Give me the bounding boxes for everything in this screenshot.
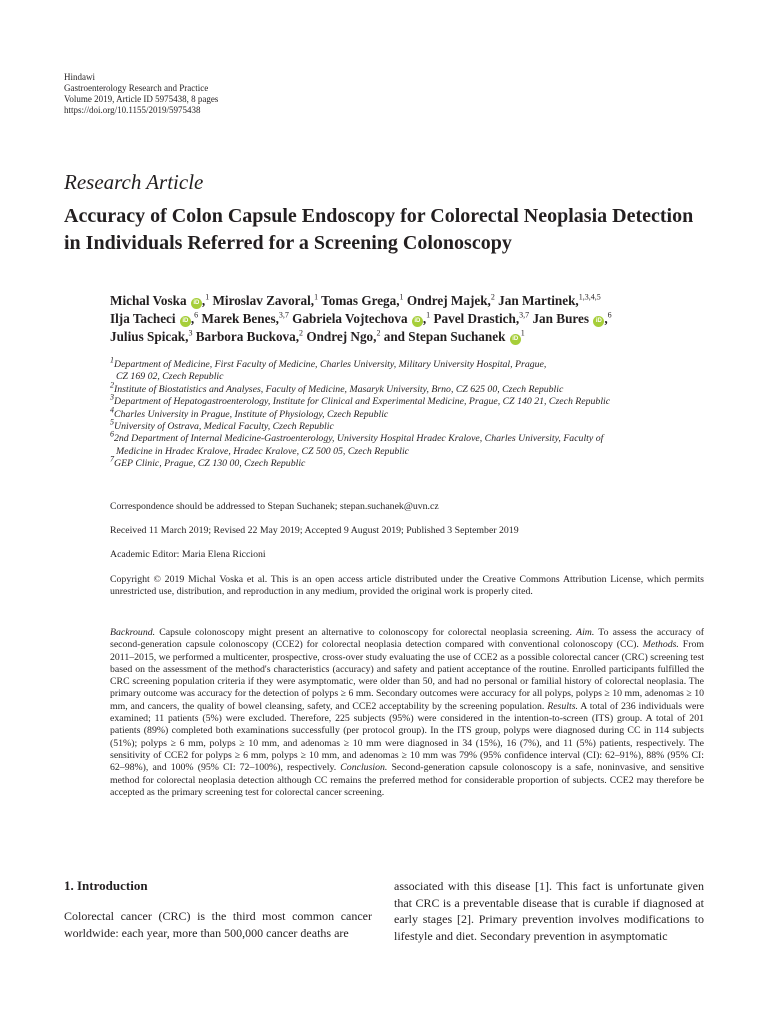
orcid-icon[interactable]: iD [593,316,604,327]
author-affiliation-marker: 1 [426,310,431,320]
affiliation-line: $^3$Department of Hepatogastroenterology, Institute for Clinical and Experimental Medicine, Prague, CZ 140 21, Czech Republic [110,392,611,408]
author-affiliation-marker: 1 [520,328,525,338]
author-affiliation-marker: 3,7 [519,310,530,320]
intro-left-column: Colorectal cancer (CRC) is the third most common cancer worldwide: each year, more than 500,000 cancer deaths are [64,909,372,940]
author-name: Jan Bures [532,311,590,326]
author-name: Tomas Grega, [321,293,400,308]
affiliation-line: $^2$Institute of Biostatistics and Analyses, Faculty of Medicine, Masaryk University, Brno, CZ 625 00, Czech Republic [110,380,564,395]
author-name: and Stepan Suchanek [383,329,506,344]
author-affiliation-marker: 2 [376,328,381,338]
author-name: Michal Voska [110,293,187,308]
author-affiliation-marker: 3 [188,328,193,338]
author-name: Marek Benes, [201,311,279,326]
orcid-icon[interactable]: iD [510,334,521,345]
affiliation-line: $^4$Charles University in Prague, Institute of Physiology, Czech Republic [110,405,389,420]
affiliation-line: $^6$2nd Department of Internal Medicine-Gastroenterology, University Hospital Hradec Kralove, Charles University, Faculty of [110,430,604,445]
section-heading-introduction: 1. Introduction [64,878,148,893]
author-name: Julius Spicak, [110,329,189,344]
author-affiliation-marker: 2 [490,292,495,302]
author-name: Miroslav Zavoral, [212,293,315,308]
abstract-section-label: Methods. [642,639,679,651]
abstract-section-label: Conclusion. [340,762,388,774]
article-title: Accuracy of Colon Capsule Endoscopy for Colorectal Neoplasia Detection in Individuals Referred for a Screening Colonoscopy [64,205,694,254]
author-name: Jan Martinek, [498,293,579,308]
orcid-icon[interactable]: iD [191,298,202,309]
author-affiliation-marker: 6 [194,310,199,320]
journal-header [64,72,218,116]
author-name: Barbora Buckova, [195,329,300,344]
affiliations [110,355,720,471]
author-separator: , [190,311,195,326]
abstract-text: Capsule colonoscopy might present an alternative to colonoscopy for colorectal neoplasia screening. [155,627,577,638]
orcid-icon[interactable]: iD [412,316,423,327]
doi-link[interactable]: https://doi.org/10.1155/2019/5975438 [64,105,201,115]
author-affiliation-marker: 1 [205,292,210,302]
author-name: Gabriela Vojtechova [292,311,408,326]
abstract-text: Second-generation capsule colonoscopy is a safe, noninvasive, and sensitive method for colorectal neoplasia detection although CC remains the preferred method for considerable proportion of subjects. CCE2 may therefore be accepted as the primary screening test for colorectal cancer screening. [110,762,704,798]
author-affiliation-marker: 2 [299,328,304,338]
affiliation-line: $^5$University of Ostrava, Medical Faculty, Czech Republic [110,417,334,433]
author-list [110,292,730,346]
abstract-text: To assess the accuracy of second-generation capsule colonoscopy (CCE2) for colorectal neoplasia detection compared with conventional colonoscopy (CC). [110,627,705,651]
author-name: Pavel Drastich, [433,311,520,326]
affiliation-line: CZ 169 02, Czech Republic [116,371,224,383]
affiliation-line: $^7$GEP Clinic, Prague, CZ 130 00, Czech Republic [110,454,306,470]
correspondence: Correspondence should be addressed to Stepan Suchanek; stepan.suchanek@uvn.cz [110,501,439,512]
author-affiliation-marker: 1 [314,292,319,302]
author-separator: , [201,293,206,308]
author-separator: , [422,311,427,326]
author-affiliation-marker: 1,3,4,5 [578,292,601,302]
author-affiliation-marker: 3,7 [278,310,289,320]
article-dates: Received 11 March 2019; Revised 22 May 2019; Accepted 9 August 2019; Published 3 September 2019 [110,525,519,536]
abstract-section-label: Results. [547,700,578,712]
abstract-text: A total of 236 individuals were examined; 11 patients (5%) were excluded. Therefore, 225 subjects (95%) were considered in the intention-to-screen (ITS) group. A total of 201 patients (89%) completed both examinations successfully (per protocol group). In the ITS group, polyps were diagnosed during CC in 114 subjects (51%); polyps ≥ 6 mm, polyps ≥ 10 mm, and adenomas ≥ 10 mm were diagnosed in 34 (15%), 16 (7%), and 11 (5%) patients, respectively. The sensitivity of CCE2 for polyps ≥ 6 mm, polyps ≥ 10 mm, and adenomas ≥ 10 mm was 79% (95% confidence interval (CI): 62–91%), 88% (95% CI: 62–98%), and 100% (95% CI: 72–100%), respectively. [110,700,704,774]
abstract-text: From 2011–2015, we performed a multicenter, prospective, cross-over study evaluating the use of CCE2 as a possible colorectal cancer (CRC) screening test based on the assessment of the method's characteristics (accuracy) and safety and patient acceptance of the routine. Enrolled participants fulfilled the CRC screening population criteria if they were asymptomatic, were older than 50, and had no personal or familial history of colorectal neoplasia. The primary outcome was accuracy for the detection of polyps ≥ 6 mm. Secondary outcomes were accuracy for all polyps, polyps ≥ 10 mm, adenomas ≥ 10 mm, and cancers, the quality of bowel cleansing, safety, and CCE2 acceptability by the screening population. [110,639,704,712]
author-affiliation-marker: 6 [607,310,612,320]
article-type: Research Article [64,170,204,194]
author-separator: , [604,311,608,326]
journal-name: Gastroenterology Research and Practice [64,83,209,93]
academic-editor: Academic Editor: Maria Elena Riccioni [110,549,266,560]
author-affiliation-marker: 1 [399,292,404,302]
abstract-section-label: Aim. [576,627,595,638]
volume-info: Volume 2019, Article ID 5975438, 8 pages [64,94,219,104]
author-name: Ondrej Majek, [406,293,491,308]
orcid-icon[interactable]: iD [180,316,191,327]
affiliation-line: $^1$Department of Medicine, First Faculty of Medicine, Charles University, Military University Hospital, Prague, [110,355,547,370]
abstract [110,627,704,799]
publisher-name: Hindawi [64,72,95,82]
intro-right-column: associated with this disease [1]. This fact is unfortunate given that CRC is a preventable disease that is curable if diagnosed at early stages [2]. Primary prevention involves modifications to lifestyle and diet. Secondary prevention in asymptomatic [394,879,704,943]
author-name: Ondrej Ngo, [306,329,377,344]
abstract-section-label: Backround. [110,627,156,638]
affiliation-line: Medicine in Hradec Kralove, Hradec Kralove, CZ 500 05, Czech Republic [116,445,410,457]
copyright-notice: Copyright © 2019 Michal Voska et al. This is an open access article distributed under the Creative Commons Attribution License, which permits unrestricted use, distribution, and reproduction in any medium, provided the original work is properly cited. [110,574,704,598]
author-name: Ilja Tacheci [110,311,176,326]
